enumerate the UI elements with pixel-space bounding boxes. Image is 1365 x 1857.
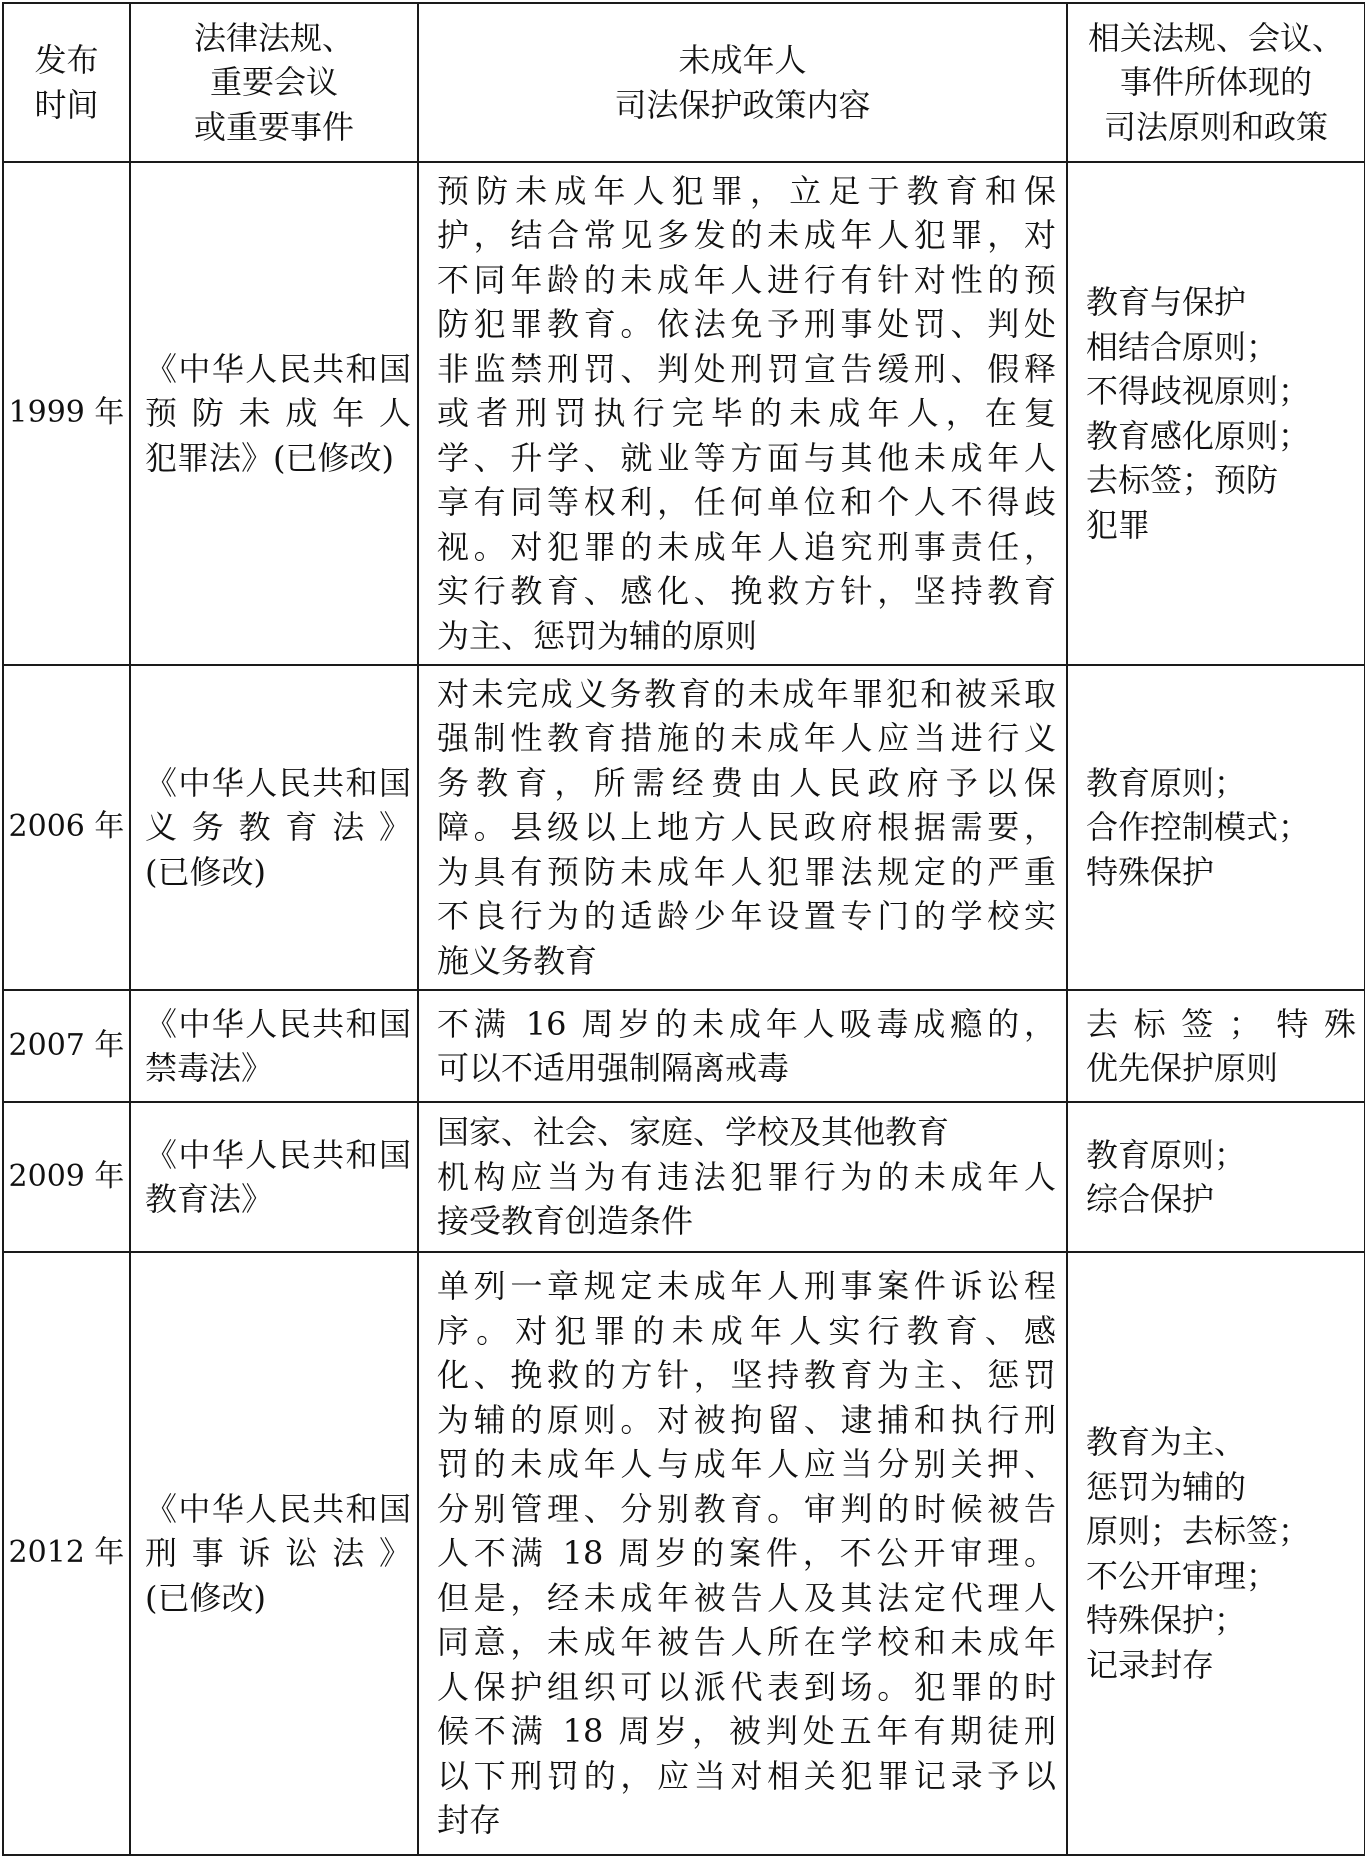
content-line: 为主、惩罚为辅的原则 [437,616,758,655]
table-row [3,1252,1365,1855]
header-policy-content [418,3,1067,162]
content-line: 人不满 18 周岁的案件，不公开审理。 [437,1534,1056,1573]
content-cell [418,1252,1067,1855]
header-line: 发布 [34,41,99,79]
principle-line: 不得歧视原则； [1086,372,1311,410]
content-line: 封存 [437,1801,502,1840]
principle-line: 特殊保护； [1086,1601,1247,1639]
content-line: 化、挽救的方针，坚持教育为主、惩罚 [437,1356,1056,1395]
content-line: 障。县级以上地方人民政府根据需要， [437,808,1056,847]
content-line: 视。对犯罪的未成年人追究刑事责任， [437,527,1056,566]
principle-line: 综合保护 [1086,1180,1215,1218]
law-line: 《中华人民共和国 [145,1004,411,1043]
header-line: 司法保护政策内容 [614,85,871,124]
principle-cell [1067,1252,1365,1855]
law-line: 禁毒法》 [145,1049,274,1087]
law-cell [130,1252,418,1855]
principle-line: 合作控制模式； [1086,808,1311,847]
header-line: 法律法规、 [193,18,354,57]
table-row [3,990,1365,1102]
law-cell [130,162,418,665]
law-line: 《中华人民共和国 [145,763,411,802]
principle-line: 特殊保护 [1086,852,1215,891]
content-cell [418,1102,1067,1252]
law-cell [130,1102,418,1252]
content-line: 同意，未成年被告人所在学校和未成年 [437,1623,1056,1662]
header-line: 重要会议 [209,63,338,102]
content-line: 候不满 18 周岁，被判处五年有期徒刑 [437,1712,1056,1751]
law-line: 《中华人民共和国 [145,349,411,388]
principle-line: 教育为主、 [1086,1423,1247,1461]
content-line: 机构应当为有违法犯罪行为的未成年人 [437,1157,1056,1196]
header-line: 时间 [34,85,99,124]
content-line: 接受教育创造条件 [437,1202,694,1241]
law-line: 教育法》 [145,1180,274,1218]
content-line: 人保护组织可以派代表到场。犯罪的时 [437,1667,1056,1706]
header-line: 司法原则和政策 [1103,107,1328,146]
content-line: 护，结合常见多发的未成年人犯罪，对 [437,216,1056,255]
content-line: 单列一章规定未成年人刑事案件诉讼程 [437,1267,1056,1306]
law-line: (已修改) [145,1578,266,1617]
table-row [3,665,1365,990]
content-line: 但是，经未成年被告人及其法定代理人 [437,1578,1056,1617]
content-line: 对未完成义务教育的未成年罪犯和被采取 [437,674,1056,713]
header-release-time [3,3,130,162]
content-line: 或者刑罚执行完毕的未成年人，在复 [437,394,1056,433]
content-line: 不良行为的适龄少年设置专门的学校实 [437,897,1056,936]
law-line: 《中华人民共和国 [145,1489,411,1528]
law-line: 犯罪法》(已修改) [145,438,394,477]
header-line: 未成年人 [678,41,807,79]
header-law-event [130,3,418,162]
principle-line: 教育原则； [1086,1135,1247,1174]
content-cell [418,162,1067,665]
principle-line: 去标签；预防 [1086,461,1279,499]
content-line: 国家、社会、家庭、学校及其他教育 [437,1113,950,1152]
header-line: 相关法规、会议、 [1087,18,1344,57]
law-cell [130,990,418,1102]
content-line: 分别管理、分别教育。审判的时候被告 [437,1489,1056,1528]
principle-line: 去标签；特殊 [1086,1004,1356,1043]
principle-line: 不公开审理； [1086,1556,1279,1595]
content-line: 务教育，所需经费由人民政府予以保 [437,763,1056,802]
content-line: 以下刑罚的，应当对相关犯罪记录予以 [437,1756,1056,1795]
principle-cell [1067,665,1365,990]
table-row [3,1102,1365,1252]
principle-line: 优先保护原则 [1086,1049,1279,1087]
policy-table [2,2,1365,1856]
principle-line: 教育感化原则； [1086,416,1311,455]
law-cell [130,665,418,990]
principle-line: 教育原则； [1086,763,1247,802]
header-line: 事件所体现的 [1119,63,1312,102]
content-line: 不满 16 周岁的未成年人吸毒成瘾的， [437,1004,1056,1043]
principle-line: 相结合原则； [1086,327,1279,366]
principle-cell [1067,1102,1365,1252]
principle-line: 原则；去标签； [1086,1512,1311,1550]
content-line: 可以不适用强制隔离戒毒 [437,1049,790,1087]
header-principles [1067,3,1365,162]
law-line: 预防未成年人 [145,394,411,433]
year-cell: 2007 年 [3,990,130,1102]
principle-line: 惩罚为辅的 [1086,1467,1247,1506]
principle-cell [1067,162,1365,665]
principle-line: 犯罪 [1086,505,1151,544]
content-line: 强制性教育措施的未成年人应当进行义 [437,719,1056,758]
table-row [3,162,1365,665]
content-cell [418,990,1067,1102]
law-line: 刑事诉讼法》 [145,1534,411,1573]
law-line: 《中华人民共和国 [145,1135,411,1174]
law-line: 义务教育法》 [145,808,411,847]
content-line: 为辅的原则。对被拘留、逮捕和执行刑 [437,1400,1056,1439]
content-line: 罚的未成年人与成年人应当分别关押、 [437,1445,1056,1484]
law-line: (已修改) [145,852,266,891]
content-line: 非监禁刑罚、判处刑罚宣告缓刑、假释 [437,349,1056,388]
content-cell [418,665,1067,990]
principle-line: 记录封存 [1086,1645,1215,1684]
principle-cell [1067,990,1365,1102]
content-line: 防犯罪教育。依法免予刑事处罚、判处 [437,305,1056,344]
year-cell: 1999 年 [3,162,130,665]
content-line: 不同年龄的未成年人进行有针对性的预 [437,260,1056,299]
content-line: 享有同等权利，任何单位和个人不得歧 [437,483,1056,522]
content-line: 实行教育、感化、挽救方针，坚持教育 [437,572,1056,611]
year-cell: 2012 年 [3,1252,130,1855]
content-line: 为具有预防未成年人犯罪法规定的严重 [437,852,1056,891]
year-cell: 2006 年 [3,665,130,990]
content-line: 学、升学、就业等方面与其他未成年人 [437,438,1056,477]
content-line: 预防未成年人犯罪，立足于教育和保 [437,171,1056,210]
principle-line: 教育与保护 [1086,283,1247,321]
content-line: 施义务教育 [437,941,598,980]
year-cell: 2009 年 [3,1102,130,1252]
header-line: 或重要事件 [193,107,354,146]
content-line: 序。对犯罪的未成年人实行教育、感 [437,1311,1056,1350]
header-row [3,3,1365,162]
